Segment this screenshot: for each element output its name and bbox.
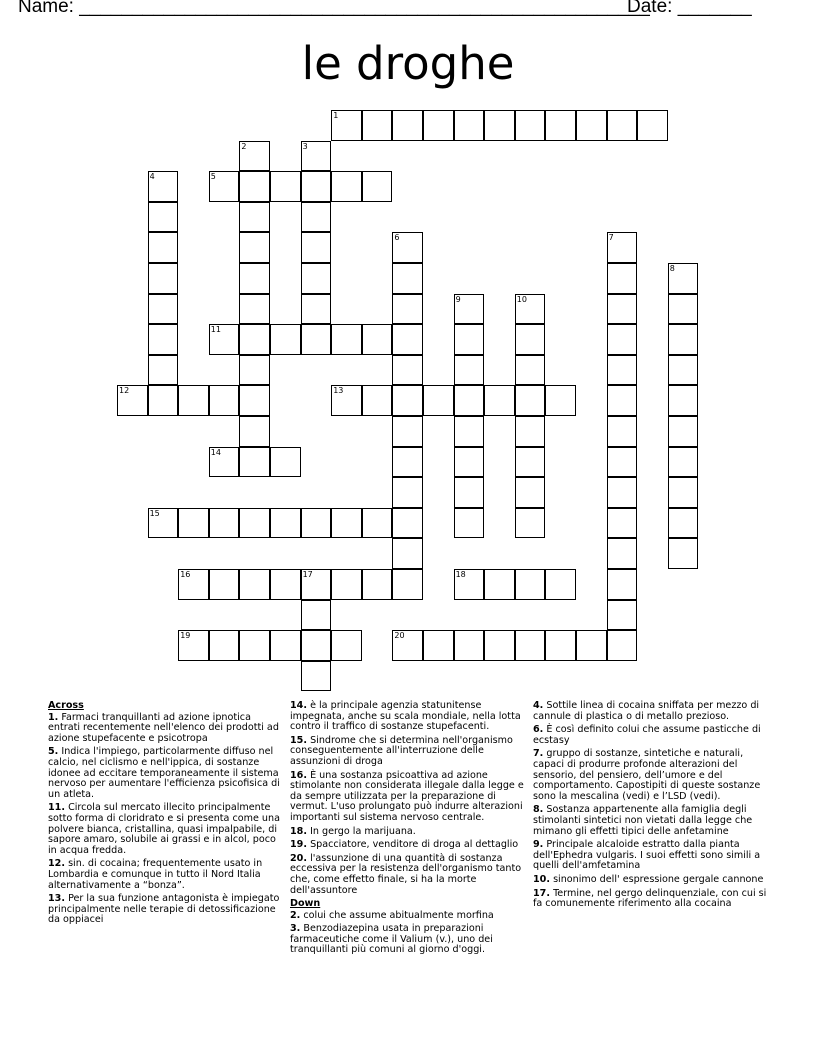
clue-number: 16. — [290, 769, 307, 781]
clue-text: Principale alcaloide estratto dalla pianta dell'Ephedra vulgaris. I suoi effetti sono simili a quelli dell'amfetamina — [533, 839, 761, 872]
clue-across-1 — [48, 713, 284, 745]
grid-cell[interactable] — [392, 110, 423, 141]
clue-text: Farmaci tranquillanti ad azione ipnotica entrati recentemente nell'elenco dei prodotti ad azione stupefacente e psicotropa — [48, 711, 279, 744]
grid-cell[interactable] — [270, 630, 301, 661]
grid-cell[interactable] — [454, 630, 485, 661]
clue-text: Sindrome che si determina nell'organismo conseguentemente all'interruzione delle assunzioni di droga — [290, 734, 513, 767]
grid-cell[interactable] — [331, 385, 362, 416]
grid-cell[interactable] — [239, 141, 270, 172]
cell-number: 4 — [149, 172, 155, 182]
grid-cell[interactable] — [454, 110, 485, 141]
grid-cell[interactable] — [423, 110, 454, 141]
grid-cell[interactable] — [239, 569, 270, 600]
grid-cell[interactable] — [178, 569, 209, 600]
clue-across-16 — [290, 771, 526, 824]
clue-text: È una sostanza psicoattiva ad azione stimolante non considerata illegale dalla legge e da sempre utilizzata per la preparazione di vermut. L'uso prolungato può indurre alterazioni importanti sul sistema nervoso centrale. — [290, 769, 524, 823]
clue-down-3 — [290, 924, 526, 956]
clue-across-19 — [290, 840, 526, 851]
grid-cell[interactable] — [301, 263, 332, 294]
grid-cell[interactable] — [239, 263, 270, 294]
grid-cell[interactable] — [301, 202, 332, 233]
grid-cell[interactable] — [607, 447, 638, 478]
grid-cell[interactable] — [454, 416, 485, 447]
grid-cell[interactable] — [392, 630, 423, 661]
clue-text: gruppo di sostanze, sintetiche e naturali, capaci di produrre profonde alterazioni del sensorio, del pensiero, dell’umore e del comportamento. Capostipiti di queste sostanze sono la mescalina (vedi) e l’LSD (vedi). — [533, 748, 761, 802]
grid-cell[interactable] — [148, 232, 179, 263]
clue-across-12 — [48, 859, 284, 891]
grid-cell[interactable] — [392, 385, 423, 416]
cell-number: 6 — [394, 233, 400, 243]
grid-cell[interactable] — [239, 508, 270, 539]
grid-cell[interactable] — [392, 324, 423, 355]
clue-text: Benzodiazepina usata in preparazioni farmaceutiche come il Valium (v.), uno dei tranquillanti più comuni al giorno d'oggi. — [290, 923, 493, 956]
grid-cell[interactable] — [239, 447, 270, 478]
clue-number: 18. — [290, 825, 307, 837]
grid-cell[interactable] — [270, 324, 301, 355]
grid-cell[interactable] — [301, 324, 332, 355]
clue-across-11 — [48, 803, 284, 856]
grid-cell[interactable] — [392, 477, 423, 508]
clue-number: 9. — [533, 839, 544, 851]
cell-number: 7 — [608, 233, 614, 243]
grid-cell[interactable] — [515, 508, 546, 539]
grid-cell[interactable] — [270, 508, 301, 539]
grid-cell[interactable] — [148, 202, 179, 233]
grid-cell[interactable] — [270, 447, 301, 478]
clue-number: 17. — [533, 887, 550, 899]
grid-cell[interactable] — [331, 569, 362, 600]
grid-cell[interactable] — [607, 232, 638, 263]
clue-text: Sostanza appartenente alla famiglia degli stimolanti sintetici non vietati dalla legge che mimano gli effetti tipici delle anfetamine — [533, 804, 753, 837]
cell-number: 3 — [302, 141, 308, 151]
grid-cell[interactable] — [607, 569, 638, 600]
cell-number: 10 — [516, 294, 527, 304]
clue-number: 20. — [290, 852, 307, 864]
clue-text: sinonimo dell' espressione gergale cannone — [553, 873, 764, 885]
grid-cell[interactable] — [515, 385, 546, 416]
grid-cell[interactable] — [515, 447, 546, 478]
grid-cell[interactable] — [270, 569, 301, 600]
grid-cell[interactable] — [668, 477, 699, 508]
clue-number: 10. — [533, 873, 550, 885]
grid-cell[interactable] — [515, 416, 546, 447]
grid-cell[interactable] — [607, 324, 638, 355]
grid-cell[interactable] — [209, 171, 240, 202]
grid-cell[interactable] — [148, 294, 179, 325]
grid-cell[interactable] — [454, 385, 485, 416]
grid-cell[interactable] — [209, 447, 240, 478]
grid-cell[interactable] — [209, 508, 240, 539]
grid-cell[interactable] — [301, 569, 332, 600]
clue-number: 6. — [533, 724, 544, 736]
grid-cell[interactable] — [362, 171, 393, 202]
grid-cell[interactable] — [392, 569, 423, 600]
grid-cell[interactable] — [423, 385, 454, 416]
grid-cell[interactable] — [668, 385, 699, 416]
grid-cell[interactable] — [668, 294, 699, 325]
cell-number: 14 — [210, 447, 221, 457]
clue-down-10 — [533, 875, 769, 886]
clues-column-2 — [290, 701, 526, 959]
cell-number: 11 — [210, 325, 221, 335]
grid-cell[interactable] — [301, 294, 332, 325]
grid-cell[interactable] — [362, 385, 393, 416]
clue-down-17 — [533, 889, 769, 910]
grid-cell[interactable] — [301, 600, 332, 631]
grid-cell[interactable] — [362, 569, 393, 600]
grid-cell[interactable] — [331, 110, 362, 141]
clue-down-4 — [533, 701, 769, 722]
grid-cell[interactable] — [178, 508, 209, 539]
clue-down-8 — [533, 805, 769, 837]
grid-cell[interactable] — [454, 508, 485, 539]
cell-number: 12 — [119, 386, 130, 396]
grid-cell[interactable] — [392, 416, 423, 447]
clue-number: 5. — [48, 746, 59, 758]
clue-number: 15. — [290, 734, 307, 746]
clue-number: 4. — [533, 700, 544, 711]
clue-text: Spacciatore, venditore di droga al dettaglio — [310, 839, 519, 851]
grid-cell[interactable] — [454, 294, 485, 325]
grid-cell[interactable] — [239, 630, 270, 661]
cell-number: 9 — [455, 294, 461, 304]
grid-cell[interactable] — [668, 324, 699, 355]
clue-number: 3. — [290, 923, 301, 935]
grid-cell[interactable] — [484, 385, 515, 416]
grid-cell[interactable] — [148, 171, 179, 202]
grid-cell[interactable] — [515, 294, 546, 325]
clue-text: Indica l'impiego, particolarmente diffuso nel calcio, nel ciclismo e nell'ippica, di sostanze idonee ad eccitare temporaneamente il sistema nervoso per aumentare l'efficienza psicofisica di un atleta. — [48, 746, 280, 800]
grid-cell[interactable] — [668, 538, 699, 569]
grid-cell[interactable] — [301, 171, 332, 202]
grid-cell[interactable] — [331, 171, 362, 202]
clues-column-3 — [533, 701, 769, 913]
clue-text: Circola sul mercato illecito principalmente sotto forma di cloridrato e si presenta come una polvere bianca, cristallina, quasi impalpabile, di sapore amaro, solubile ai grassi e in alcol, poco in acqua fredda. — [48, 802, 280, 856]
grid-cell[interactable] — [484, 110, 515, 141]
clue-down-6 — [533, 725, 769, 746]
grid-cell[interactable] — [515, 355, 546, 386]
grid-cell[interactable] — [392, 294, 423, 325]
grid-cell[interactable] — [301, 232, 332, 263]
clue-number: 8. — [533, 804, 544, 816]
grid-cell[interactable] — [545, 569, 576, 600]
cell-number: 15 — [149, 508, 160, 518]
clue-number: 14. — [290, 700, 307, 711]
grid-cell[interactable] — [515, 630, 546, 661]
grid-cell[interactable] — [668, 416, 699, 447]
grid-cell[interactable] — [301, 661, 332, 692]
grid-cell[interactable] — [484, 630, 515, 661]
grid-cell[interactable] — [515, 324, 546, 355]
clue-text: colui che assume abitualmente morfina — [303, 909, 494, 921]
cell-number: 1 — [333, 111, 339, 120]
grid-cell[interactable] — [454, 447, 485, 478]
grid-cell[interactable] — [209, 324, 240, 355]
grid-cell[interactable] — [392, 232, 423, 263]
clue-number: 1. — [48, 711, 59, 723]
clue-number: 2. — [290, 909, 301, 921]
clue-across-18 — [290, 827, 526, 838]
grid-cell[interactable] — [301, 630, 332, 661]
grid-cell[interactable] — [515, 569, 546, 600]
grid-cell[interactable] — [515, 110, 546, 141]
grid-cell[interactable] — [148, 324, 179, 355]
grid-cell[interactable] — [545, 110, 576, 141]
grid-cell[interactable] — [607, 294, 638, 325]
grid-cell[interactable] — [576, 630, 607, 661]
grid-cell[interactable] — [148, 355, 179, 386]
clue-text: Per la sua funzione antagonista è impiegato principalmente nelle terapie di detossificazione da oppiacei — [48, 893, 280, 926]
clue-number: 13. — [48, 893, 65, 905]
grid-cell[interactable] — [454, 355, 485, 386]
clue-text: In gergo la marijuana. — [310, 825, 416, 837]
grid-cell[interactable] — [392, 508, 423, 539]
grid-cell[interactable] — [607, 355, 638, 386]
cell-number: 18 — [455, 570, 466, 579]
grid-cell[interactable] — [117, 385, 148, 416]
down-heading: Down — [290, 898, 321, 910]
cell-number: 20 — [394, 631, 405, 641]
clue-across-14 — [290, 701, 526, 733]
grid-cell[interactable] — [454, 324, 485, 355]
grid-cell[interactable] — [270, 171, 301, 202]
grid-cell[interactable] — [515, 477, 546, 508]
grid-cell[interactable] — [454, 477, 485, 508]
clue-down-2 — [290, 911, 526, 922]
clues-column-1 — [48, 701, 284, 929]
grid-cell[interactable] — [607, 110, 638, 141]
grid-cell[interactable] — [392, 263, 423, 294]
date-field-label: Date: _______ — [627, 0, 752, 17]
cell-number: 17 — [302, 570, 313, 579]
grid-cell[interactable] — [392, 355, 423, 386]
grid-cell[interactable] — [239, 385, 270, 416]
grid-cell[interactable] — [454, 569, 485, 600]
clue-text: Sottile linea di cocaina sniffata per mezzo di cannule di plastica o di metallo prezioso. — [533, 700, 760, 722]
grid-cell[interactable] — [178, 630, 209, 661]
clue-text: Termine, nel gergo delinquenziale, con cui si fa comunemente riferimento alla cocaina — [533, 887, 767, 910]
clue-text: l'assunzione di una quantità di sostanza eccessiva per la resistenza dell'organismo tanto che, come effetto finale, si ha la morte dell'assuntore — [290, 852, 522, 896]
grid-cell[interactable] — [484, 569, 515, 600]
grid-cell[interactable] — [148, 385, 179, 416]
grid-cell[interactable] — [668, 263, 699, 294]
clue-across-13 — [48, 894, 284, 926]
grid-cell[interactable] — [607, 263, 638, 294]
grid-cell[interactable] — [148, 263, 179, 294]
clue-text: È così definito colui che assume pasticche di ecstasy — [533, 724, 761, 746]
grid-cell[interactable] — [392, 447, 423, 478]
clue-text: sin. di cocaina; frequentemente usato in Lombardia e comunque in tutto il Nord Italia alternativamente a “bonza”. — [48, 858, 263, 891]
clue-number: 7. — [533, 748, 544, 760]
clue-across-20 — [290, 854, 526, 896]
grid-cell[interactable] — [392, 538, 423, 569]
grid-cell[interactable] — [178, 385, 209, 416]
clue-text: è la principale agenzia statunitense impegnata, anche su scala mondiale, nella lotta contro il traffico di sostanze stupefacenti. — [290, 700, 521, 733]
grid-cell[interactable] — [637, 110, 668, 141]
grid-cell[interactable] — [607, 630, 638, 661]
cell-number: 19 — [180, 631, 191, 641]
grid-cell[interactable] — [423, 630, 454, 661]
clue-down-7 — [533, 749, 769, 802]
clue-across-15 — [290, 736, 526, 768]
grid-cell[interactable] — [239, 324, 270, 355]
cell-number: 16 — [180, 570, 191, 579]
clue-number: 11. — [48, 802, 65, 814]
clue-number: 12. — [48, 858, 65, 870]
grid-cell[interactable] — [362, 324, 393, 355]
grid-cell[interactable] — [607, 600, 638, 631]
grid-cell[interactable] — [239, 202, 270, 233]
grid-cell[interactable] — [331, 508, 362, 539]
grid-cell[interactable] — [239, 416, 270, 447]
grid-cell[interactable] — [607, 477, 638, 508]
grid-cell[interactable] — [545, 385, 576, 416]
name-field-label: Name: ______________________________________________________ — [18, 0, 650, 17]
grid-cell[interactable] — [668, 447, 699, 478]
grid-cell[interactable] — [209, 630, 240, 661]
grid-cell[interactable] — [545, 630, 576, 661]
grid-cell[interactable] — [576, 110, 607, 141]
clue-down-9 — [533, 840, 769, 872]
grid-cell[interactable] — [607, 508, 638, 539]
page-title: le droghe — [301, 37, 515, 90]
grid-cell[interactable] — [239, 355, 270, 386]
cell-number: 13 — [333, 386, 344, 396]
grid-cell[interactable] — [668, 508, 699, 539]
grid-cell[interactable] — [239, 232, 270, 263]
grid-cell[interactable] — [239, 171, 270, 202]
clue-number: 19. — [290, 839, 307, 851]
grid-cell[interactable] — [607, 538, 638, 569]
grid-cell[interactable] — [331, 324, 362, 355]
grid-cell[interactable] — [209, 385, 240, 416]
grid-cell[interactable] — [239, 294, 270, 325]
grid-cell[interactable] — [148, 508, 179, 539]
cell-number: 5 — [210, 172, 216, 182]
grid-cell[interactable] — [301, 508, 332, 539]
grid-cell[interactable] — [668, 355, 699, 386]
grid-cell[interactable] — [607, 416, 638, 447]
clue-across-5 — [48, 747, 284, 800]
grid-cell[interactable] — [331, 630, 362, 661]
cell-number: 8 — [669, 264, 675, 273]
grid-cell[interactable] — [607, 385, 638, 416]
grid-cell[interactable] — [209, 569, 240, 600]
cell-number: 2 — [241, 141, 247, 151]
across-heading: Across — [48, 700, 84, 711]
grid-cell[interactable] — [301, 141, 332, 172]
grid-cell[interactable] — [362, 110, 393, 141]
grid-cell[interactable] — [362, 508, 393, 539]
